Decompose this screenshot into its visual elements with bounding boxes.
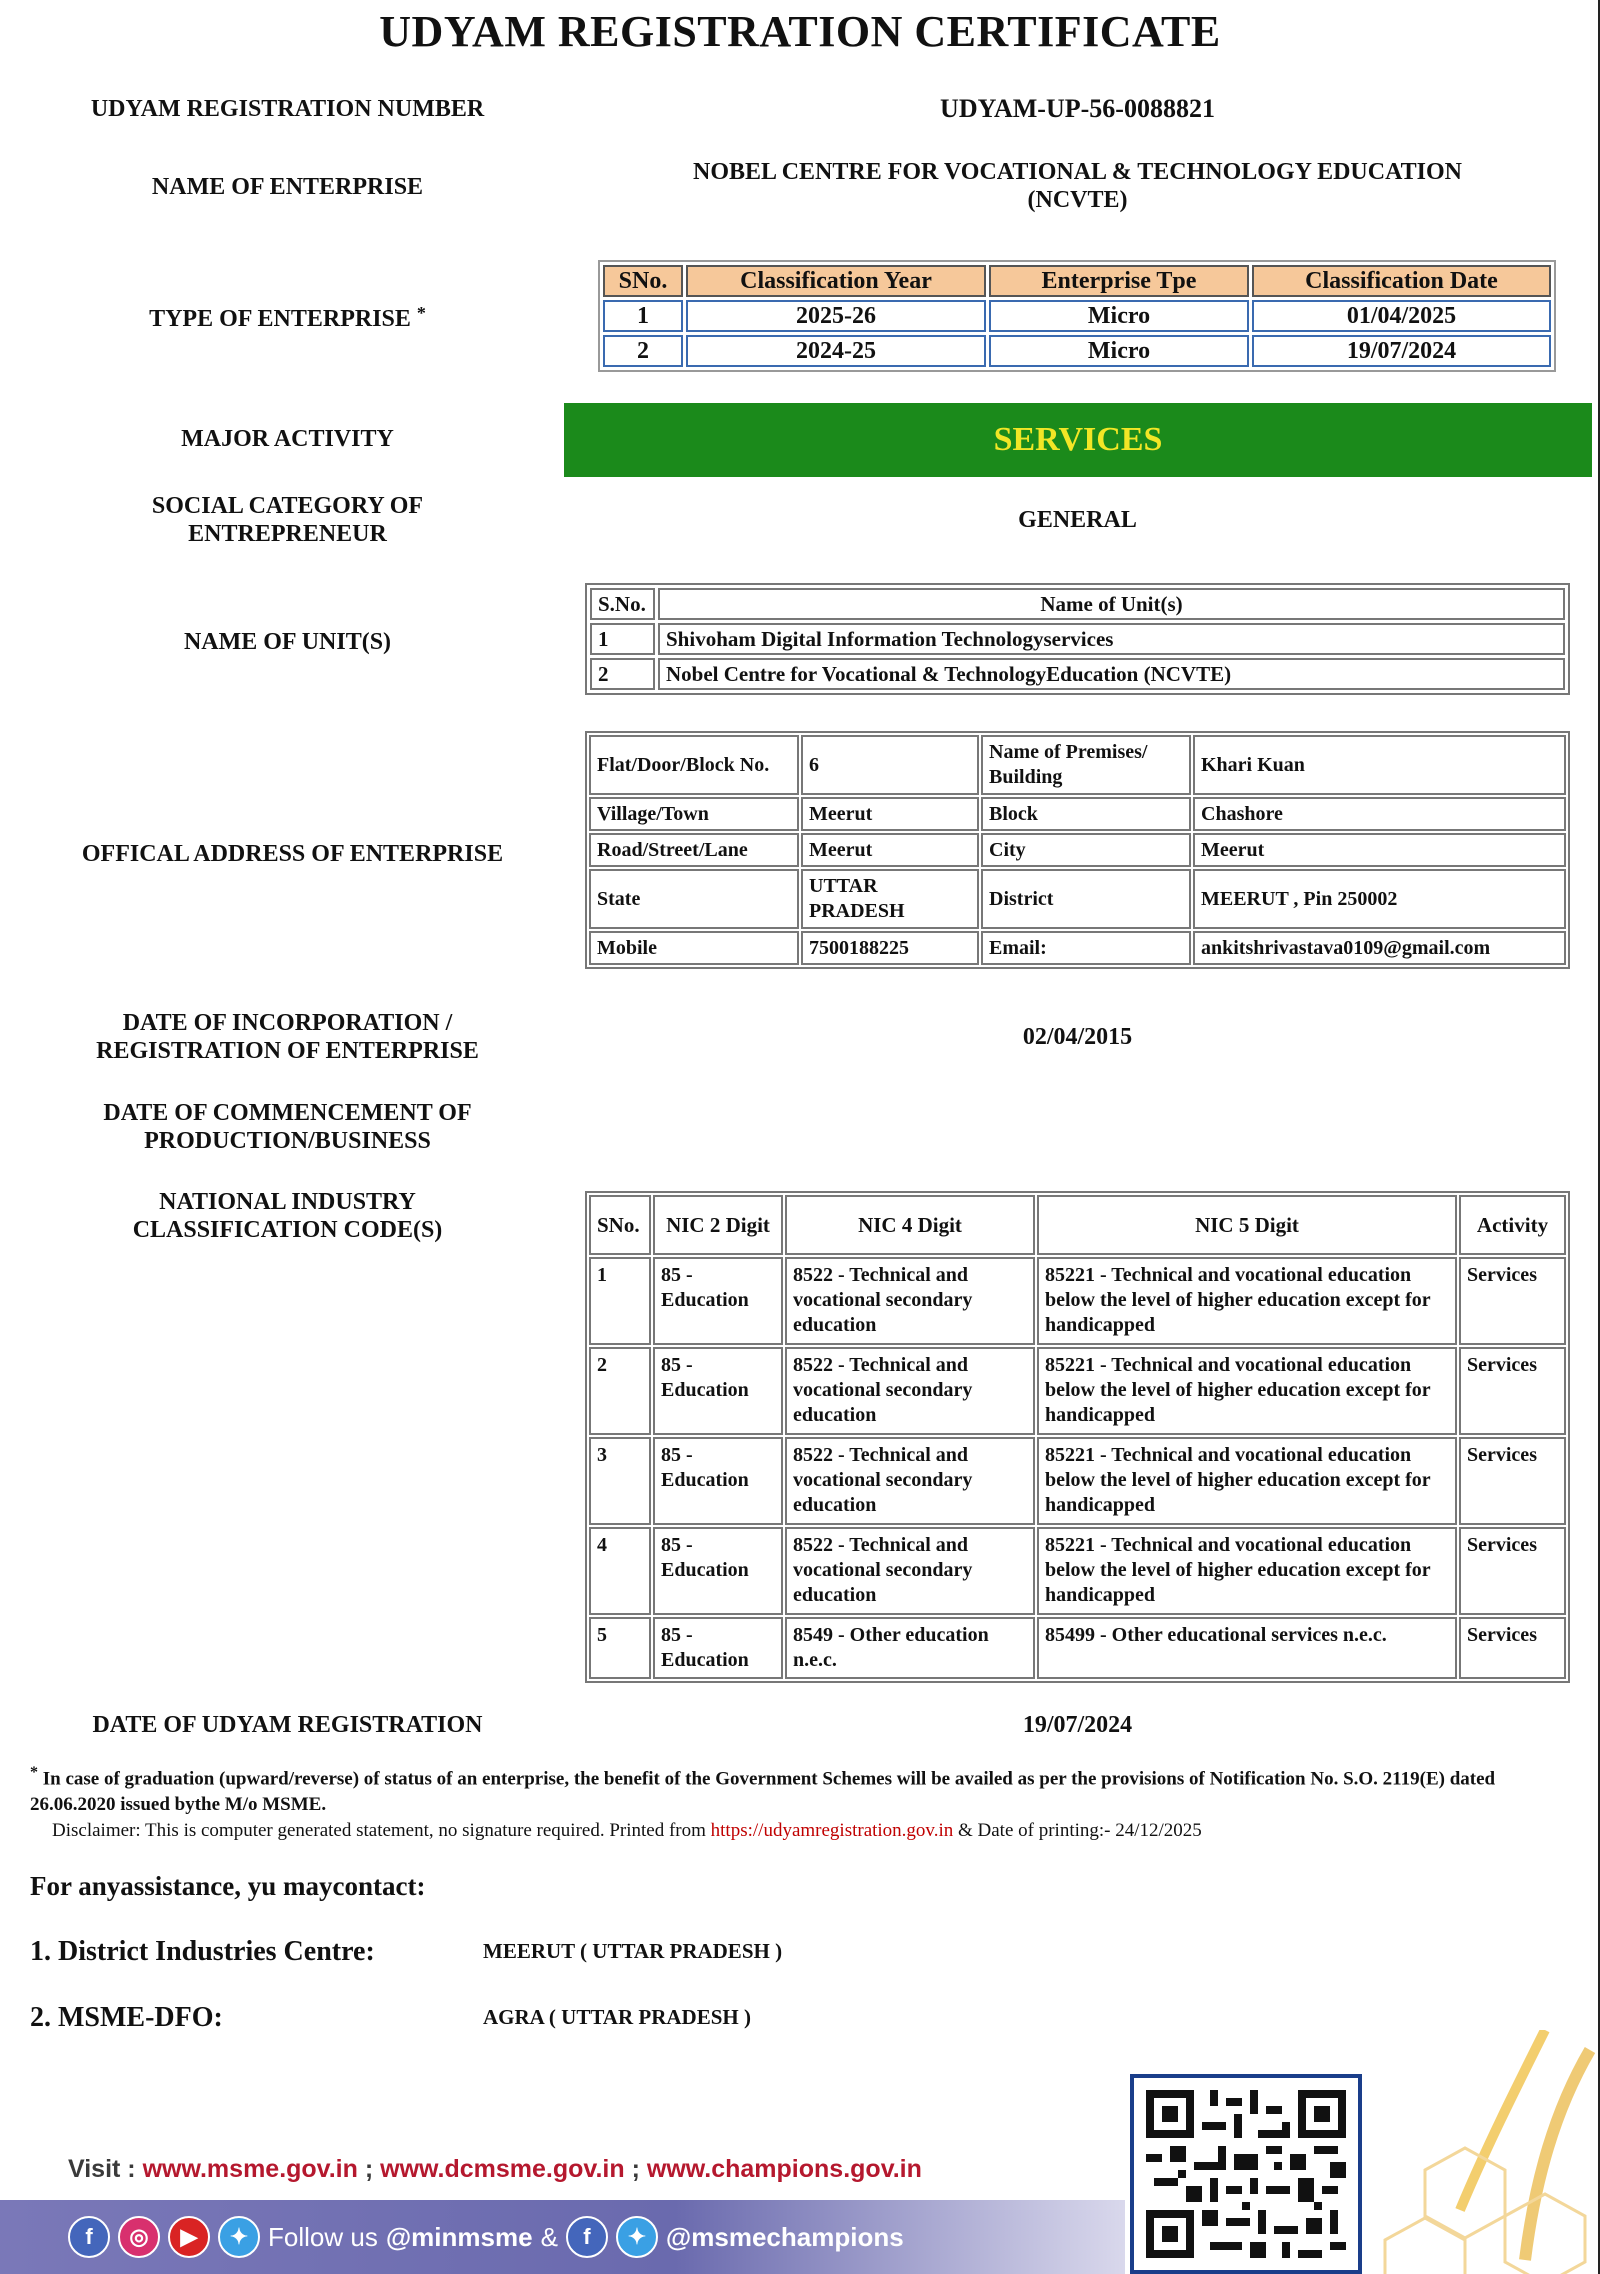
disclaimer-link[interactable]: https://udyamregistration.gov.in [710, 1820, 954, 1841]
units-th-sno: S.No. [590, 588, 655, 620]
units-row [590, 658, 1565, 690]
units-cell: 1 [590, 623, 655, 655]
qr-code [1130, 2074, 1362, 2274]
certificate-title: UDYAM REGISTRATION CERTIFICATE [379, 7, 1221, 56]
incorporation-date: 02/04/2015 [1022, 1024, 1133, 1050]
follow-us-bar [68, 2216, 904, 2258]
udyam-date-value: 19/07/2024 [1022, 1712, 1133, 1738]
units-row [590, 623, 1565, 655]
nic-cell: 85 - Education [653, 1437, 783, 1525]
type-cell: Micro [989, 300, 1249, 332]
type-cell: Micro [989, 335, 1249, 367]
type-table-header-row [603, 265, 1551, 297]
address-key: Email: [981, 931, 1191, 965]
nic-row [589, 1257, 1566, 1345]
nic-cell: 5 [589, 1617, 651, 1679]
twitter-icon[interactable]: ✦ [218, 2216, 260, 2258]
visit-prefix: Visit : [68, 2155, 136, 2183]
type-of-enterprise-table [598, 260, 1556, 372]
type-of-enterprise-label [30, 305, 545, 333]
nic-label-line1: NATIONAL INDUSTRY [159, 1189, 416, 1215]
nic-row [589, 1437, 1566, 1525]
disclaimer [52, 1820, 1582, 1842]
address-key: Village/Town [589, 797, 799, 831]
address-row [589, 735, 1566, 795]
units-th-name: Name of Unit(s) [658, 588, 1565, 620]
address-value: UTTAR PRADESH [801, 869, 979, 929]
address-key: District [981, 869, 1191, 929]
site-champions-link[interactable]: www.champions.gov.in [646, 2155, 922, 2183]
address-row [589, 869, 1566, 929]
type-label-text: TYPE OF ENTERPRISE [149, 306, 411, 332]
handle-msmechampions[interactable]: @msmechampions [665, 2221, 904, 2252]
nic-row [589, 1347, 1566, 1435]
enterprise-name-label: NAME OF ENTERPRISE [151, 174, 424, 200]
reg-number-value: UDYAM-UP-56-0088821 [940, 94, 1215, 123]
nic-cell: 85221 - Technical and vocational education below the level of higher education except for handicapped [1037, 1437, 1457, 1525]
type-cell: 2025-26 [686, 300, 986, 332]
address-table [585, 731, 1570, 969]
address-value: Meerut [801, 833, 979, 867]
nic-th-nic5: NIC 5 Digit [1037, 1195, 1457, 1255]
social-category-label-line2: ENTREPRENEUR [188, 521, 387, 547]
address-key: Road/Street/Lane [589, 833, 799, 867]
nic-table [585, 1191, 1570, 1683]
major-activity-label: MAJOR ACTIVITY [181, 426, 394, 452]
enterprise-name-line1: NOBEL CENTRE FOR VOCATIONAL & TECHNOLOGY EDUCATION [693, 159, 1462, 185]
incorporation-label-line1: DATE OF INCORPORATION / [122, 1010, 453, 1036]
instagram-icon[interactable]: ◎ [118, 2216, 160, 2258]
nic-th-nic2: NIC 2 Digit [653, 1195, 783, 1255]
address-value: Meerut [801, 797, 979, 831]
type-table-row [603, 335, 1551, 367]
address-value: 6 [801, 735, 979, 795]
units-cell: Shivoham Digital Information Technologyservices [658, 623, 1565, 655]
visit-sep: ; [631, 2155, 640, 2183]
facebook-icon[interactable]: f [566, 2216, 608, 2258]
commencement-label-line2: PRODUCTION/BUSINESS [144, 1128, 431, 1154]
nic-cell: Services [1459, 1257, 1566, 1345]
follow-text: Follow us [268, 2221, 378, 2252]
nic-cell: 85 - Education [653, 1617, 783, 1679]
type-th-year: Classification Year [686, 265, 986, 297]
address-value: MEERUT , Pin 250002 [1193, 869, 1566, 929]
dic-value: MEERUT ( UTTAR PRADESH ) [483, 1939, 783, 1963]
nic-cell: 85 - Education [653, 1347, 783, 1435]
nic-cell: 8522 - Technical and vocational secondary education [785, 1437, 1035, 1525]
address-value: 7500188225 [801, 931, 979, 965]
handle-minmsme[interactable]: @minmsme [385, 2221, 533, 2252]
incorporation-label [30, 1009, 545, 1065]
hexagon-decoration [1365, 2030, 1600, 2274]
qr-code-icon [1146, 2090, 1346, 2258]
nic-cell: 1 [589, 1257, 651, 1345]
nic-row [589, 1527, 1566, 1615]
nic-header-row [589, 1195, 1566, 1255]
nic-cell: 85 - Education [653, 1527, 783, 1615]
nic-label [30, 1188, 545, 1244]
facebook-icon[interactable]: f [68, 2216, 110, 2258]
nic-th-nic4: NIC 4 Digit [785, 1195, 1035, 1255]
address-key: Flat/Door/Block No. [589, 735, 799, 795]
nic-cell: Services [1459, 1437, 1566, 1525]
note-text: In case of graduation (upward/reverse) of status of an enterprise, the benefit of the Government Schemes will be availed as per the provisions of Notification No. S.O. 2119(E) dated 26.06.2020 issued bythe M/o MSME. [30, 1768, 1496, 1816]
visit-line [68, 2155, 922, 2184]
enterprise-name-line2: (NCVTE) [1027, 187, 1128, 213]
units-label: NAME OF UNIT(S) [183, 629, 392, 655]
address-key: Name of Premises/ Building [981, 735, 1191, 795]
nic-label-line2: CLASSIFICATION CODE(S) [132, 1217, 443, 1243]
type-table-row [603, 300, 1551, 332]
nic-cell: 85221 - Technical and vocational education below the level of higher education except for handicapped [1037, 1347, 1457, 1435]
address-key: Mobile [589, 931, 799, 965]
visit-sep: ; [364, 2155, 374, 2183]
nic-cell: 85221 - Technical and vocational education below the level of higher education except for handicapped [1037, 1527, 1457, 1615]
nic-cell: 85 - Education [653, 1257, 783, 1345]
nic-cell: 85221 - Technical and vocational education below the level of higher education except for handicapped [1037, 1257, 1457, 1345]
units-cell: 2 [590, 658, 655, 690]
site-dcmsme-link[interactable]: www.dcmsme.gov.in [380, 2155, 625, 2183]
type-cell: 01/04/2025 [1252, 300, 1551, 332]
address-row [589, 797, 1566, 831]
disclaimer-suffix: & Date of printing:- 24/12/2025 [957, 1820, 1202, 1841]
address-row [589, 833, 1566, 867]
dfo-label: 2. MSME-DFO: [30, 2002, 223, 2033]
nic-cell: Services [1459, 1527, 1566, 1615]
units-header-row [590, 588, 1565, 620]
major-activity-value: SERVICES [564, 403, 1592, 477]
twitter-icon[interactable]: ✦ [616, 2216, 658, 2258]
dic-label: 1. District Industries Centre: [30, 1936, 375, 1967]
social-category-label [30, 492, 545, 548]
incorporation-label-line2: REGISTRATION OF ENTERPRISE [96, 1038, 479, 1064]
nic-th-sno: SNo. [589, 1195, 651, 1255]
nic-cell: Services [1459, 1347, 1566, 1435]
type-cell: 2 [603, 335, 683, 367]
type-th-sno: SNo. [603, 265, 683, 297]
disclaimer-prefix: Disclaimer: This is computer generated statement, no signature required. Printed from [52, 1820, 706, 1841]
type-label-star: * [416, 303, 426, 323]
graduation-note [30, 1760, 1575, 1818]
address-key: City [981, 833, 1191, 867]
address-value: Meerut [1193, 833, 1566, 867]
type-cell: 1 [603, 300, 683, 332]
type-cell: 19/07/2024 [1252, 335, 1551, 367]
nic-cell: 85499 - Other educational services n.e.c. [1037, 1617, 1457, 1679]
type-th-type: Enterprise Tpe [989, 265, 1249, 297]
site-msme-link[interactable]: www.msme.gov.in [142, 2155, 358, 2183]
commencement-label-line1: DATE OF COMMENCEMENT OF [103, 1100, 472, 1126]
assistance-heading: For anyassistance, yu maycontact: [30, 1871, 426, 1901]
nic-cell: 8522 - Technical and vocational secondary education [785, 1347, 1035, 1435]
address-key: Block [981, 797, 1191, 831]
enterprise-name-value [590, 158, 1565, 214]
address-row [589, 931, 1566, 965]
social-category-value: GENERAL [1018, 507, 1137, 533]
nic-cell: 3 [589, 1437, 651, 1525]
nic-cell: 8522 - Technical and vocational secondary education [785, 1257, 1035, 1345]
reg-number-label: UDYAM REGISTRATION NUMBER [90, 96, 485, 122]
nic-th-activity: Activity [1459, 1195, 1566, 1255]
address-value: Chashore [1193, 797, 1566, 831]
nic-cell: Services [1459, 1617, 1566, 1679]
units-table [585, 583, 1570, 695]
commencement-label [30, 1099, 545, 1155]
social-category-label-line1: SOCIAL CATEGORY OF [151, 493, 424, 519]
type-th-date: Classification Date [1252, 265, 1551, 297]
youtube-icon[interactable]: ▶ [168, 2216, 210, 2258]
follow-amp: & [540, 2221, 558, 2252]
type-cell: 2024-25 [686, 335, 986, 367]
address-key: State [589, 869, 799, 929]
dfo-value: AGRA ( UTTAR PRADESH ) [483, 2005, 751, 2029]
address-label: OFFICAL ADDRESS OF ENTERPRISE [81, 841, 504, 867]
nic-cell: 2 [589, 1347, 651, 1435]
nic-cell: 8549 - Other education n.e.c. [785, 1617, 1035, 1679]
nic-row [589, 1617, 1566, 1679]
address-value: Khari Kuan [1193, 735, 1566, 795]
email-value: ankitshrivastava0109@gmail.com [1193, 931, 1566, 965]
units-cell: Nobel Centre for Vocational & TechnologyEducation (NCVTE) [658, 658, 1565, 690]
nic-cell: 4 [589, 1527, 651, 1615]
nic-cell: 8522 - Technical and vocational secondary education [785, 1527, 1035, 1615]
note-star: * [30, 1764, 38, 1781]
udyam-date-label: DATE OF UDYAM REGISTRATION [92, 1712, 483, 1738]
